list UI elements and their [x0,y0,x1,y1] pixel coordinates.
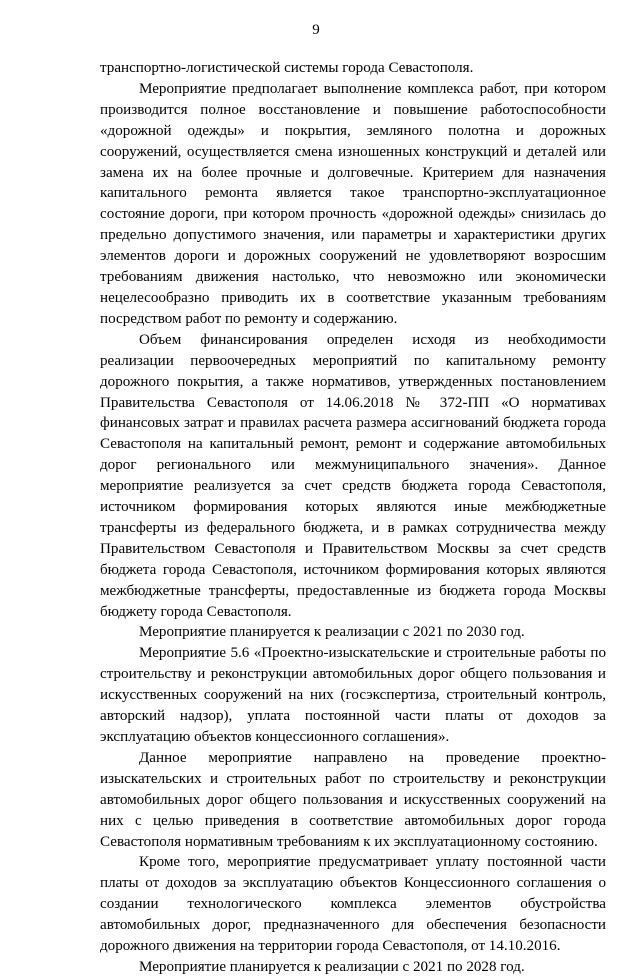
paragraph-measure-5-6-purpose: Данное мероприятие направлено на проведение проектно-изыскательских и строительных работ по строительству и реконструкции автомобильных дорог общего пользования и искусственных сооружений на них с целью приведения в соответствие автомобильных дорог города Севастополя нормативным требованиям к их эксплуатационному состоянию. [100,749,606,850]
paragraph-concession-payment: Кроме того, мероприятие предусматривает уплату постоянной части платы от доходов за эксплуатацию объектов Концессионного соглашения о создании технологического комплекса элементов обустройства автомобильных дорог, предназначенного для обеспечения безопасности дорожного движения на территории города Севастополя, от 14.10.2016. [100,854,606,955]
paragraph-implementation-period-2030: Мероприятие планируется к реализации с 2021 по 2030 год. [139,624,525,641]
paragraph-capital-repair-description: Мероприятие предполагает выполнение комплекса работ, при котором производится полное восстановление и повышение работоспособности «дорожной одежды» и покрытия, земляного полотна и дорожных сооружений, осуществляется смена изношенных конструкций и деталей или замена их на более прочные и долговечные. Критерием для назначения капитального ремонта является такое транспортно-эксплуатационное состояние дороги, при котором прочность «дорожной одежды» снизилась до предельно допустимого значения, или параметры и характеристики других элементов дороги и дорожных сооружений не удовлетворяют возросшим требованиям движения настолько, что невозможно или экономически нецелесообразно приводить их в соответствие указанным требованиям посредством работ по ремонту и содержанию. [100,80,606,327]
document-body [100,58,606,978]
paragraph-financing: Объем финансирования определен исходя из необходимости реализации первоочередных мероприятий по капитальному ремонту дорожного покрытия, а также нормативов, утвержденных постановлением Правительства Севастополя от 14.06.2018 № 372-ПП «О нормативах финансовых затрат и правилах расчета размера ассигнований бюджета города Севастополя на капитальный ремонт, ремонт и содержание автомобильных дорог регионального или межмуниципального значения». Данное мероприятие реализуется за счет средств бюджета города Севастополя, источником формирования которых являются иные межбюджетные трансферты из федерального бюджета, и в рамках сотрудничества между Правительством Севастополя и Правительством Москвы за счет средств бюджета города Севастополя, источником формирования которых являются межбюджетные трансферты, предоставленные из бюджета города Москвы бюджету города Севастополя. [100,331,606,620]
paragraph-measure-5-6-title: Мероприятие 5.6 «Проектно-изыскательские и строительные работы по строительству и реконструкции автомобильных дорог общего пользования и искусственных сооружений на них (госэкспертиза, строительный контроль, авторский надзор), уплата постоянной части платы от доходов за эксплуатацию объектов концессионного соглашения». [100,645,606,745]
paragraph-continuation: транспортно-логистической системы города Севастополя. [100,60,474,76]
page-number: 9 [312,22,320,38]
paragraph-implementation-period-2028: Мероприятие планируется к реализации с 2021 по 2028 год. [139,958,525,975]
